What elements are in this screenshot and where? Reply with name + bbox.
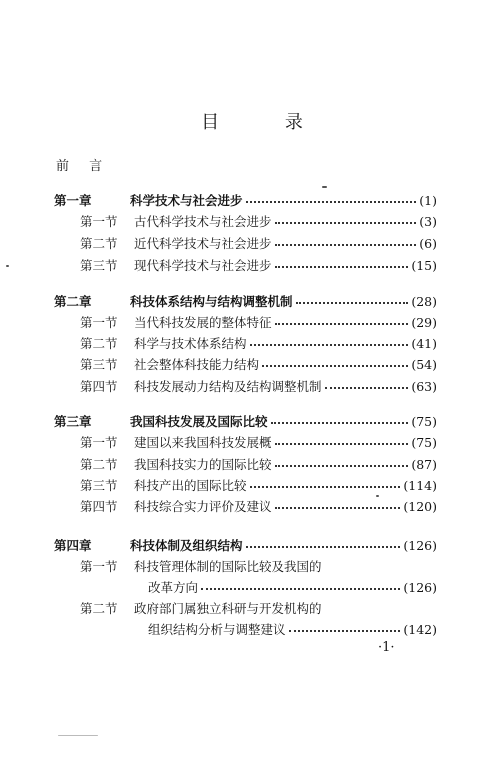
- toc-section: [80, 599, 322, 617]
- toc-section: [80, 256, 437, 274]
- chapter-title: 科技体系结构与结构调整机制: [130, 294, 293, 309]
- dot-leader: [275, 465, 409, 467]
- section-number: 第四节: [80, 499, 118, 514]
- toc-section: [80, 455, 437, 473]
- toc-section: [80, 355, 437, 373]
- toc-section: [80, 476, 437, 494]
- page-folio: ·1·: [378, 640, 395, 655]
- dot-leader: [275, 244, 417, 246]
- section-title: 现代科学技术与社会进步: [134, 258, 272, 273]
- page-number: (29): [411, 314, 437, 330]
- section-title: 建国以来我国科技发展概: [134, 435, 272, 450]
- section-title: 科技综合实力评价及建议: [134, 499, 272, 514]
- page-number: (41): [411, 335, 437, 351]
- section-title: 科技发展动力结构及结构调整机制: [134, 379, 322, 394]
- page-number: (63): [411, 378, 437, 394]
- section-title: 科技产出的国际比较: [134, 478, 247, 493]
- section-title: 科技管理体制的国际比较及我国的: [134, 559, 322, 574]
- section-title: 近代科学技术与社会进步: [134, 236, 272, 251]
- page-number: (54): [411, 356, 437, 372]
- toc-section: [80, 212, 437, 230]
- dot-leader: [275, 323, 409, 325]
- section-number: 第三节: [80, 357, 118, 372]
- scan-speck: [6, 265, 9, 267]
- chapter-title: 我国科技发展及国际比较: [130, 414, 268, 429]
- toc-chapter-2: [54, 292, 437, 310]
- dot-leader: [246, 201, 417, 203]
- page-number: (75): [411, 413, 437, 429]
- page-number: (1): [419, 192, 437, 208]
- dot-leader: [325, 387, 409, 389]
- section-number: 第二节: [80, 236, 118, 251]
- dot-leader: [262, 365, 408, 367]
- chapter-number: 第二章: [54, 294, 92, 309]
- toc-section: [80, 377, 437, 395]
- toc-section: [80, 557, 322, 575]
- toc-section: [80, 234, 437, 252]
- page-number: (120): [403, 498, 437, 514]
- section-title: 社会整体科技能力结构: [134, 357, 260, 372]
- page-number: (3): [419, 213, 437, 229]
- dot-leader: [289, 630, 401, 632]
- dot-leader: [275, 266, 409, 268]
- section-number: 第二节: [80, 336, 118, 351]
- dot-leader: [250, 486, 401, 488]
- section-title: 政府部门属独立科研与开发机构的: [134, 601, 322, 616]
- dot-leader: [246, 546, 401, 548]
- page-number: (126): [403, 537, 437, 553]
- section-title-continuation: 组织结构分析与调整建议: [148, 622, 286, 637]
- page-number: (6): [419, 235, 437, 251]
- section-number: 第一节: [80, 559, 118, 574]
- chapter-number: 第三章: [54, 414, 92, 429]
- dot-leader: [275, 443, 409, 445]
- page-number: (15): [411, 257, 437, 273]
- section-title: 科学与技术体系结构: [134, 336, 247, 351]
- toc-chapter-4: [54, 536, 437, 554]
- toc-chapter-1: [54, 191, 437, 209]
- dot-leader: [275, 222, 417, 224]
- section-number: 第二节: [80, 601, 118, 616]
- scan-speck: [322, 186, 327, 188]
- section-number: 第三节: [80, 258, 118, 273]
- toc-section: [80, 497, 437, 515]
- scan-speck: [376, 495, 379, 497]
- section-number: 第一节: [80, 214, 118, 229]
- section-title: 我国科技实力的国际比较: [134, 457, 272, 472]
- dot-leader: [271, 422, 409, 424]
- dot-leader: [296, 302, 409, 304]
- page-title: 目 录: [201, 112, 333, 133]
- dot-leader: [275, 507, 401, 509]
- page-number: (87): [411, 456, 437, 472]
- chapter-title: 科学技术与社会进步: [130, 193, 243, 208]
- toc-section-continuation: [148, 578, 437, 596]
- chapter-number: 第一章: [54, 193, 92, 208]
- chapter-number: 第四章: [54, 538, 92, 553]
- dot-leader: [201, 588, 400, 590]
- dot-leader: [250, 344, 409, 346]
- toc-section: [80, 334, 437, 352]
- chapter-title: 科技体制及组织结构: [130, 538, 243, 553]
- toc-chapter-3: [54, 412, 437, 430]
- page-number: (142): [403, 621, 437, 637]
- scan-speck: [58, 735, 98, 736]
- section-number: 第一节: [80, 315, 118, 330]
- section-number: 第三节: [80, 478, 118, 493]
- page-number: (75): [411, 434, 437, 450]
- toc-section-continuation: [148, 620, 437, 638]
- section-number: 第二节: [80, 457, 118, 472]
- toc-section: [80, 433, 437, 451]
- toc-section: [80, 313, 437, 331]
- page-number: (28): [411, 293, 437, 309]
- section-title-continuation: 改革方向: [148, 580, 199, 595]
- section-title: 当代科技发展的整体特征: [134, 315, 272, 330]
- section-title: 古代科学技术与社会进步: [134, 214, 272, 229]
- page-number: (126): [403, 579, 437, 595]
- page-number: (114): [403, 477, 437, 493]
- section-number: 第四节: [80, 379, 118, 394]
- preface-entry: 前 言: [56, 159, 111, 174]
- section-number: 第一节: [80, 435, 118, 450]
